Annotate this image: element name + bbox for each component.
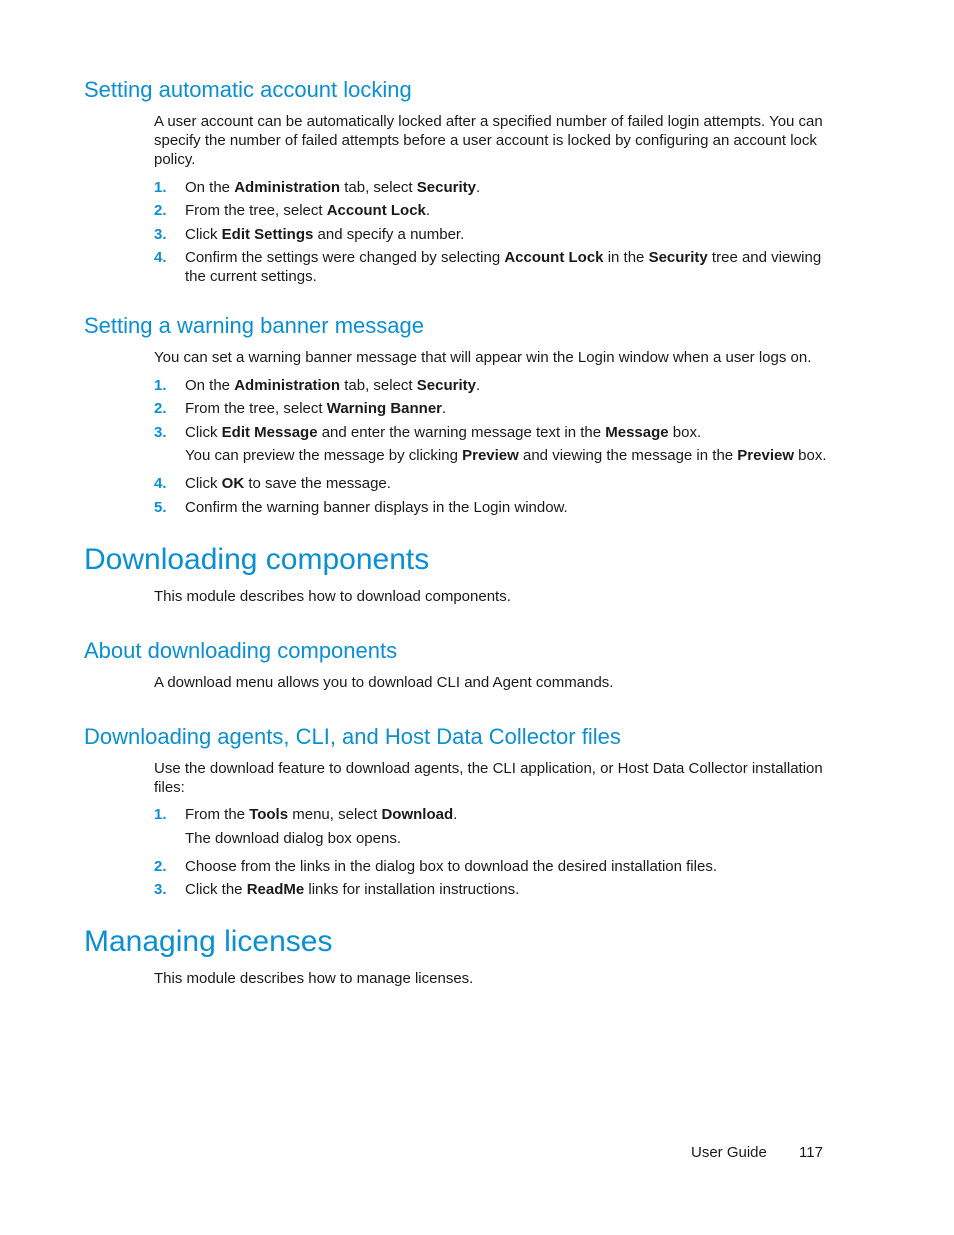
step-number: 3. [154,881,167,898]
step-text: Confirm the warning banner displays in the Login window. [185,499,568,516]
step-number: 2. [154,400,167,417]
step-number: 4. [154,475,167,492]
downloading-files-intro: Use the download feature to download agents, the CLI application, or Host Data Collector installation files: [154,760,823,796]
step-number: 1. [154,377,167,394]
step-note: You can preview the message by clicking Preview and viewing the message in the Preview box. [185,447,827,464]
step-text: From the Tools menu, select Download. [185,806,458,823]
step-text: On the Administration tab, select Security. [185,377,481,394]
step-number: 3. [154,424,167,441]
step-number: 1. [154,806,167,823]
step-text: From the tree, select Account Lock. [185,202,431,219]
footer-page-number: 117 [799,1144,823,1161]
auto-lock-intro: A user account can be automatically locked after a specified number of failed login attempts. You can specify the number of failed attempts before a user account is locked by configuring an account lock policy. [154,113,823,168]
step-text: Click Edit Settings and specify a number. [185,226,465,243]
step-number: 2. [154,858,167,875]
step-text: From the tree, select Warning Banner. [185,400,447,417]
step-number: 1. [154,179,167,196]
step-number: 3. [154,226,167,243]
step-text: On the Administration tab, select Security. [185,179,481,196]
chapter-heading-managing-licenses: Managing licenses [84,925,333,958]
section-heading-warning-banner: Setting a warning banner message [84,313,424,338]
footer-guide-label: User Guide [691,1144,767,1161]
section-heading-downloading-files: Downloading agents, CLI, and Host Data Collector files [84,724,621,749]
step-text: Choose from the links in the dialog box to download the desired installation files. [185,858,717,875]
section-heading-about-downloading: About downloading components [84,638,398,663]
step-note: The download dialog box opens. [185,830,401,847]
about-downloading-intro: A download menu allows you to download CLI and Agent commands. [154,674,614,691]
warning-banner-intro: You can set a warning banner message that will appear win the Login window when a user logs on. [154,349,812,366]
section-heading-auto-lock: Setting automatic account locking [84,77,412,102]
step-text: Click Edit Message and enter the warning message text in the Message box. [185,424,702,441]
step-number: 2. [154,202,167,219]
step-text: Confirm the settings were changed by selecting Account Lock in the Security tree and viewing the current settings. [185,249,822,285]
step-text: Click OK to save the message. [185,475,391,492]
step-number: 5. [154,499,167,516]
downloading-components-intro: This module describes how to download components. [154,588,511,605]
managing-licenses-intro: This module describes how to manage licenses. [154,970,474,987]
step-number: 4. [154,249,167,266]
chapter-heading-downloading-components: Downloading components [84,543,430,576]
step-text: Click the ReadMe links for installation instructions. [185,881,520,898]
